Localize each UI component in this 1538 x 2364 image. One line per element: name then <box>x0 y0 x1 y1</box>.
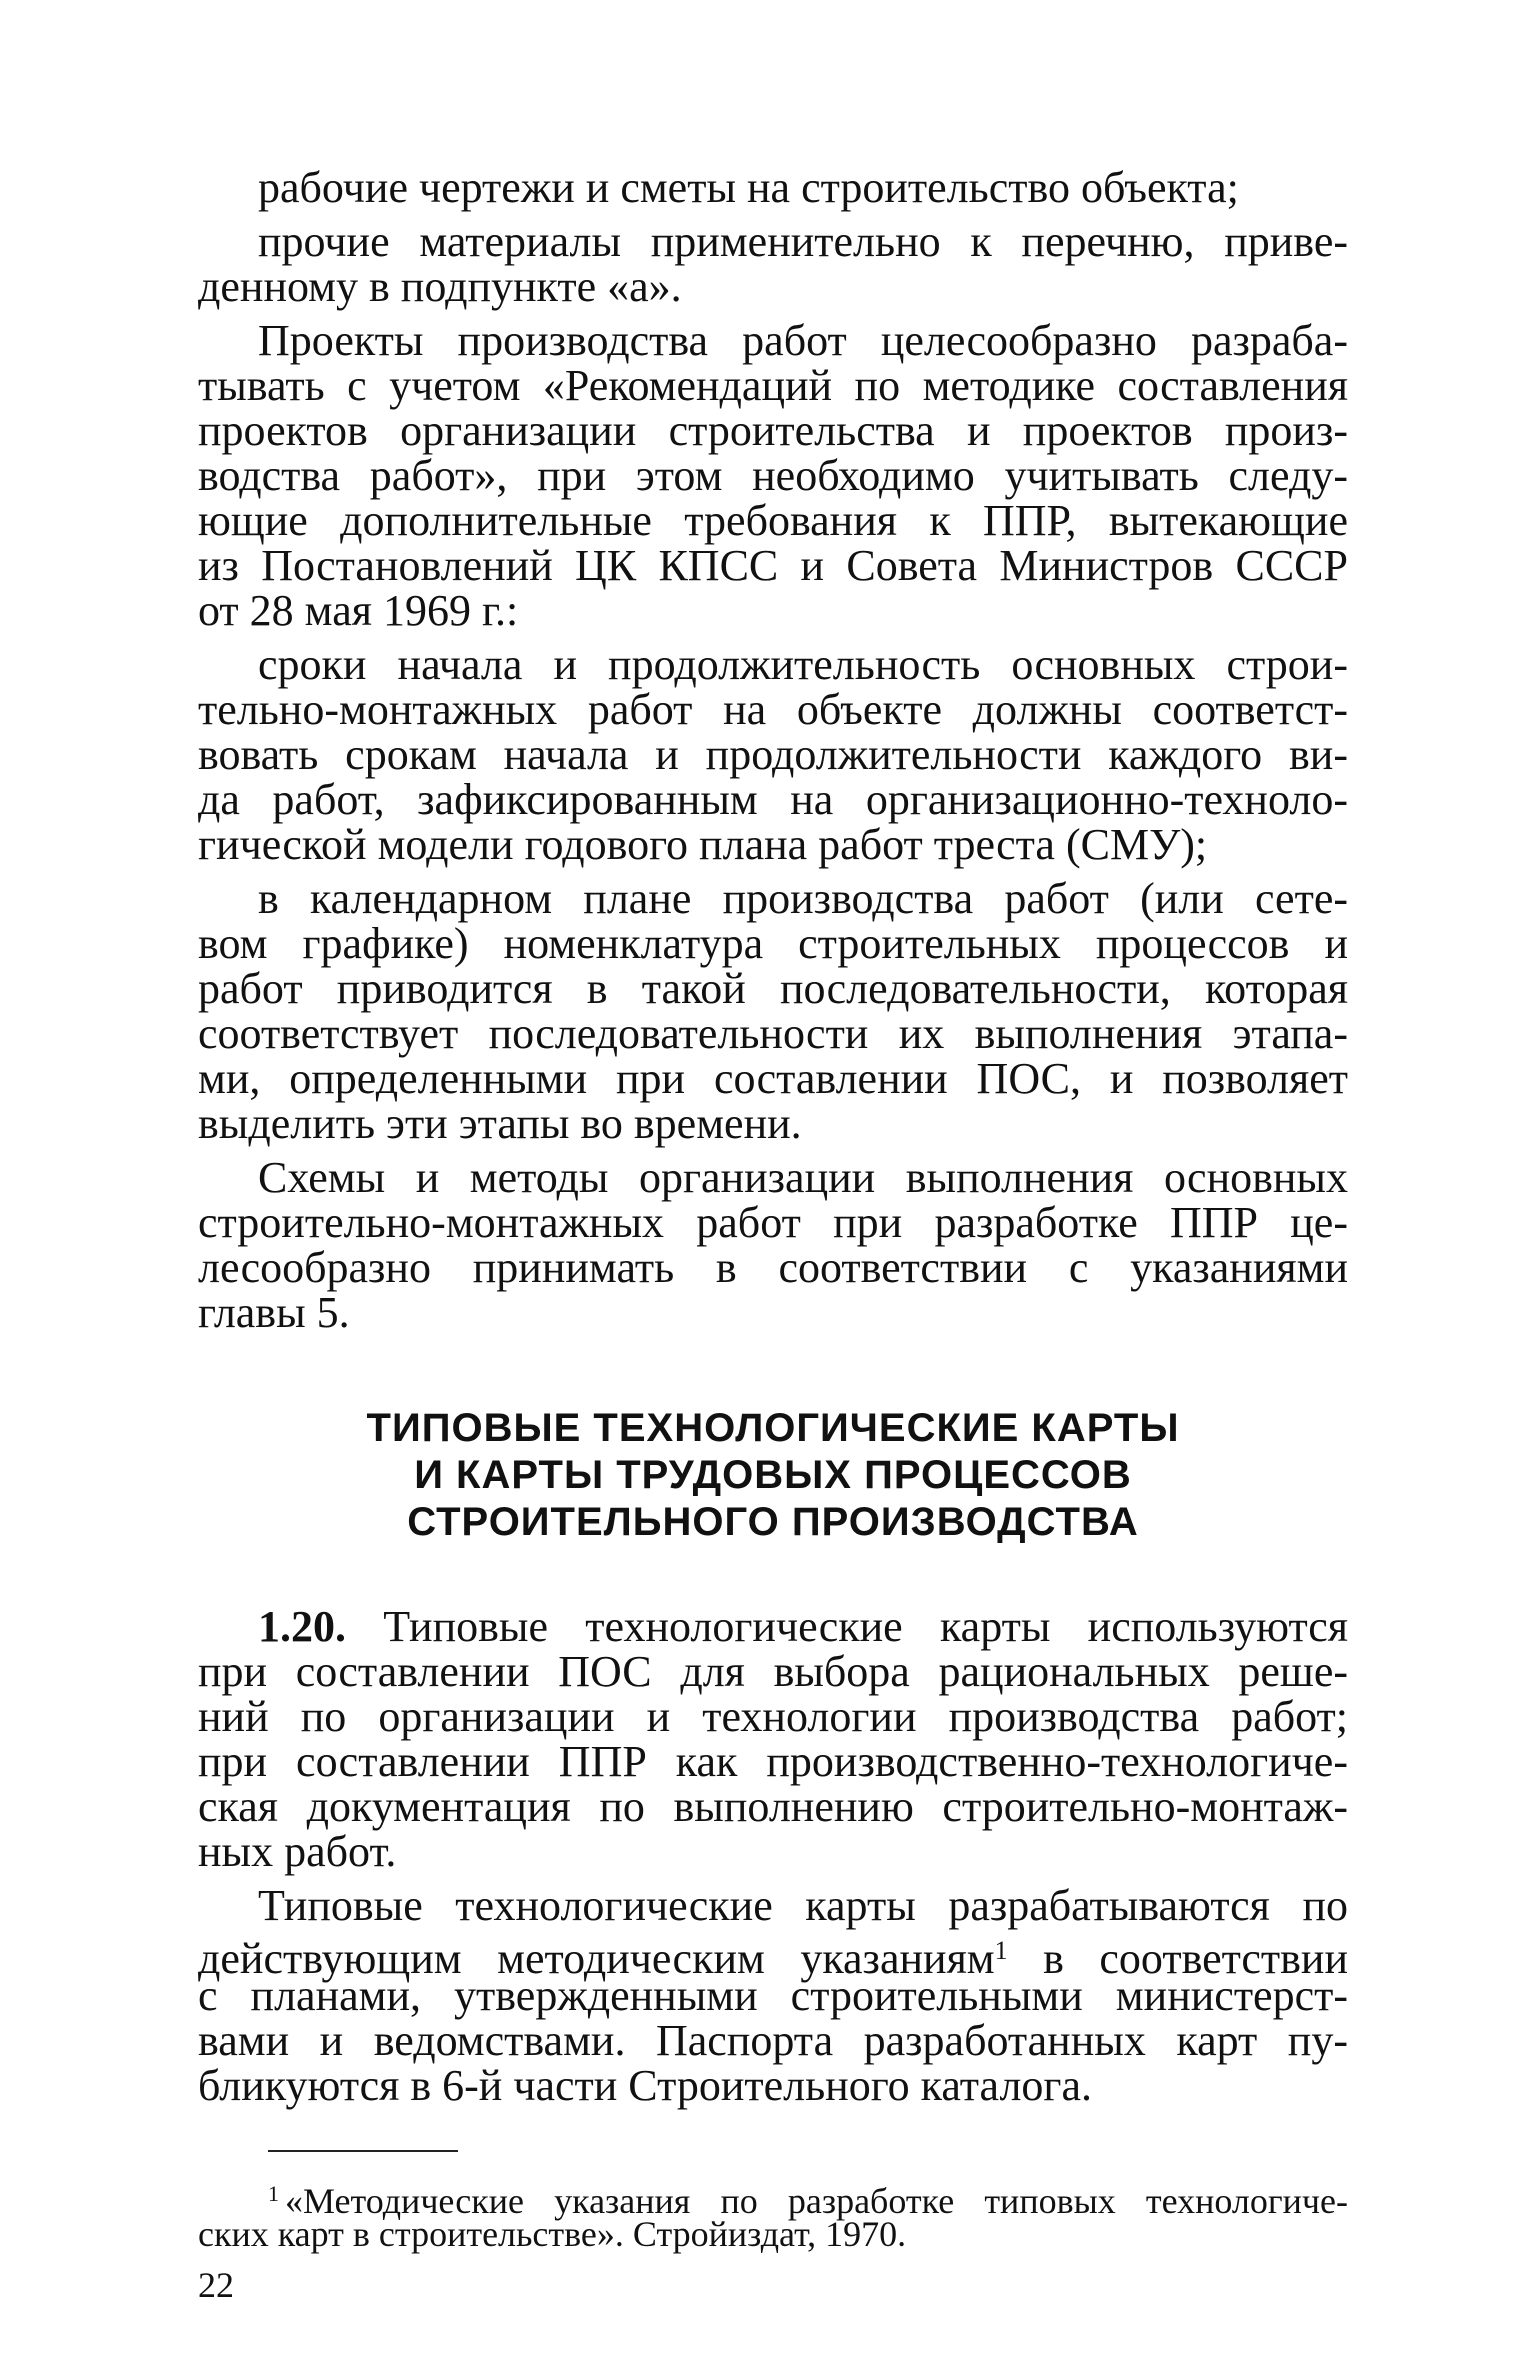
footnote-line <box>198 2174 1348 2221</box>
page-number: 22 <box>198 2265 234 2305</box>
paragraph-work-projects <box>198 318 1348 633</box>
text-line: ний по организации и технологии производства работ; <box>198 1692 1348 1741</box>
section-heading <box>198 1405 1348 1546</box>
text-line: ных работ. <box>198 1827 397 1876</box>
text-line: ская документация по выполнению строительно-монтаж- <box>198 1782 1348 1831</box>
section-number: 1.20. <box>258 1602 346 1651</box>
paragraph-1-20 <box>198 1604 1348 1874</box>
footnote-marker: 1 <box>994 1936 1008 1965</box>
text-line: в календарном плане производства работ (или сете- <box>258 874 1348 923</box>
text-line: Проекты производства работ целесообразно разраба- <box>258 316 1348 365</box>
text-fragment: действующим методическим указаниям <box>198 1934 995 1983</box>
text-line <box>198 1604 1348 1649</box>
text-line: Схемы и методы организации выполнения основных <box>258 1153 1348 1202</box>
text-line: вовать срокам начала и продолжительности каждого ви- <box>198 730 1348 779</box>
text-line: прочие материалы применительно к перечню, приве- <box>258 217 1348 266</box>
text-line: рабочие чертежи и сметы на строительство объекта; <box>258 163 1239 212</box>
text-fragment: в соответствии <box>1043 1934 1349 1983</box>
text-fragment: «Методические указания по разработке типовых технологиче- <box>285 2181 1348 2221</box>
text-line <box>198 1928 1349 1983</box>
paragraph-working-drawings <box>198 165 1348 210</box>
paragraph-calendar-plan <box>198 876 1348 1146</box>
text-line: водства работ», при этом необходимо учитывать следу- <box>198 451 1348 500</box>
text-line: да работ, зафиксированным на организационно-техноло- <box>198 775 1348 824</box>
text-line: ми, определенными при составлении ПОС, и позволяет <box>198 1054 1348 1103</box>
text-line: тывать с учетом «Рекомендаций по методике составления <box>198 361 1348 410</box>
text-line: вом графике) номенклатура строительных процессов и <box>198 919 1348 968</box>
text-line: соответствует последовательности их выполнения этапа- <box>198 1009 1348 1058</box>
text-line: при составлении ППР как производственно-технологиче- <box>198 1737 1348 1786</box>
paragraph-typical-maps <box>198 1883 1348 2108</box>
paragraph-schemes-methods <box>198 1155 1348 1335</box>
footnote-divider <box>268 2150 458 2152</box>
text-line: тельно-монтажных работ на объекте должны соответст- <box>198 685 1348 734</box>
text-line: сроки начала и продолжительность основных строи- <box>258 640 1348 689</box>
footnote-line: ских карт в строительстве». Стройиздат, 1970. <box>198 2214 907 2254</box>
heading-line: ТИПОВЫЕ ТЕХНОЛОГИЧЕСКИЕ КАРТЫ <box>366 1406 1180 1450</box>
text-line: денному в подпункте «а». <box>198 262 682 311</box>
page-body <box>198 165 1348 2254</box>
text-line: от 28 мая 1969 г.: <box>198 586 519 635</box>
text-line: с планами, утвержденными строительными министерст- <box>198 1971 1348 2020</box>
text-line: гической модели годового плана работ треста (СМУ); <box>198 820 1208 869</box>
heading-line: И КАРТЫ ТРУДОВЫХ ПРОЦЕССОВ <box>414 1453 1132 1497</box>
text-fragment: Типовые технологические карты используются <box>383 1602 1348 1651</box>
text-line: строительно-монтажных работ при разработке ППР це- <box>198 1198 1348 1247</box>
text-line: вами и ведомствами. Паспорта разработанных карт пу- <box>198 2016 1348 2065</box>
footnote <box>198 2174 1348 2254</box>
text-line: проектов организации строительства и проектов произ- <box>198 406 1348 455</box>
paragraph-deadlines <box>198 642 1348 867</box>
text-line: Типовые технологические карты разрабатываются по <box>258 1881 1348 1930</box>
footnote-marker: 1 <box>268 2181 279 2206</box>
text-line: ющие дополнительные требования к ППР, вытекающие <box>198 496 1348 545</box>
text-line: работ приводится в такой последовательности, которая <box>198 964 1348 1013</box>
text-line: главы 5. <box>198 1288 350 1337</box>
text-line: лесообразно принимать в соответствии с указаниями <box>198 1243 1348 1292</box>
text-line: бликуются в 6-й части Строительного каталога. <box>198 2061 1092 2110</box>
text-line: из Постановлений ЦК КПСС и Совета Министров СССР <box>198 541 1348 590</box>
text-line: выделить эти этапы во времени. <box>198 1099 802 1148</box>
text-line: при составлении ПОС для выбора рациональных реше- <box>198 1647 1348 1696</box>
paragraph-other-materials <box>198 219 1348 309</box>
heading-line: СТРОИТЕЛЬНОГО ПРОИЗВОДСТВА <box>407 1500 1139 1544</box>
